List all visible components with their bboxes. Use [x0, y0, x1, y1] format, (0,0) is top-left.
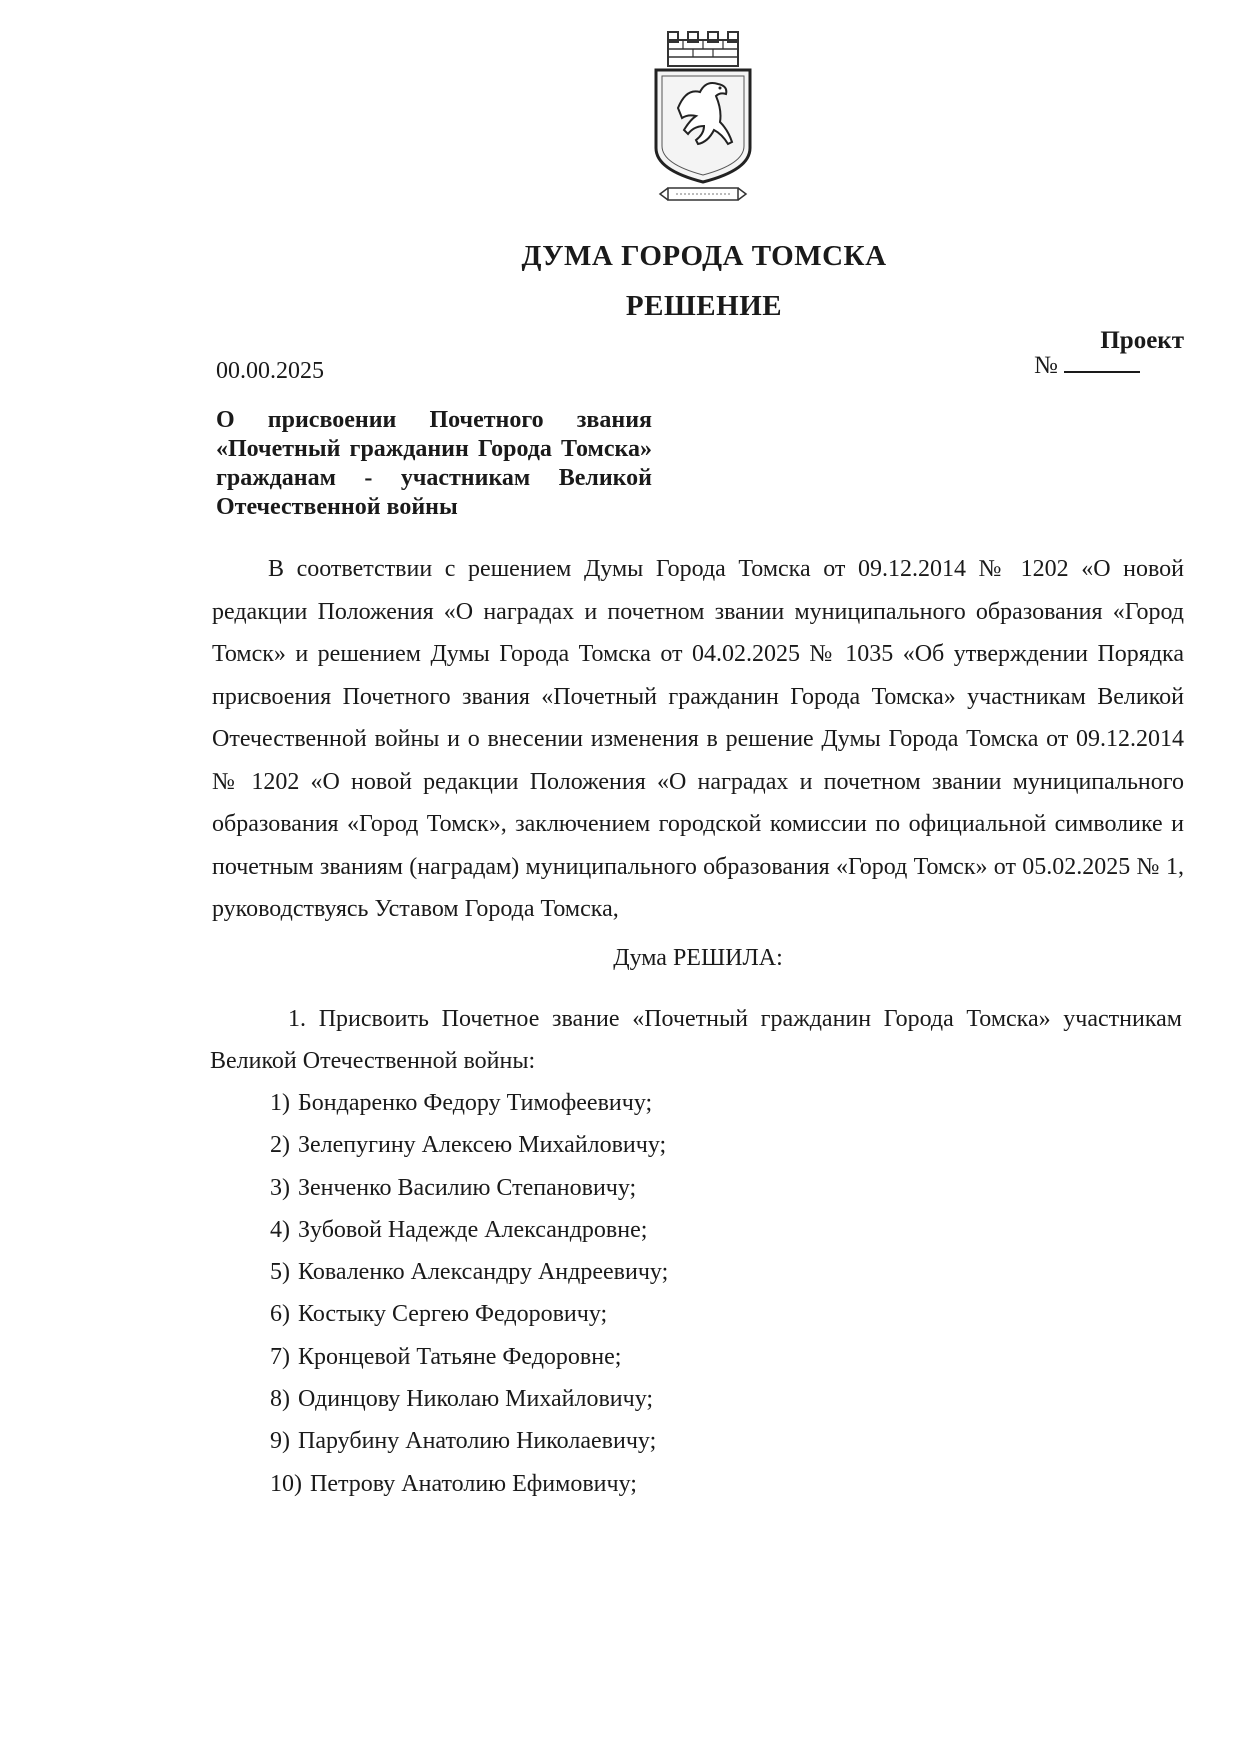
list-item	[270, 1378, 668, 1420]
list-item	[270, 1251, 668, 1293]
list-item-number: 3)	[270, 1174, 290, 1201]
list-item-number: 7)	[270, 1343, 290, 1370]
list-item	[270, 1124, 668, 1166]
list-item-name: Зенченко Василию Степановичу;	[298, 1174, 637, 1201]
list-item-name: Парубину Анатолию Николаевичу;	[298, 1428, 657, 1455]
list-item-number: 6)	[270, 1301, 290, 1328]
list-item	[270, 1082, 668, 1124]
list-item-number: 5)	[270, 1259, 290, 1286]
list-item-name: Коваленко Александру Андреевичу;	[298, 1259, 669, 1286]
list-item-number: 8)	[270, 1386, 290, 1413]
list-item	[270, 1463, 668, 1505]
number-label: №	[1034, 352, 1058, 379]
list-item-name: Одинцову Николаю Михайловичу;	[298, 1386, 654, 1413]
project-label: Проект	[1100, 327, 1184, 354]
list-item-number: 9)	[270, 1428, 290, 1455]
decision-subject: О присвоении Почетного звания «Почетный гражданин Города Томска» гражданам - участникам Великой Отечественной войны	[216, 407, 652, 520]
tomsk-coat-of-arms-icon	[648, 30, 758, 208]
list-item-name: Костыку Сергею Федоровичу;	[298, 1301, 608, 1328]
list-item-name: Бондаренко Федору Тимофеевичу;	[298, 1090, 653, 1116]
list-item-name: Зубовой Надежде Александровне;	[298, 1216, 648, 1243]
list-item	[270, 1167, 668, 1209]
document-date: 00.00.2025	[216, 358, 324, 384]
list-item-name: Зелепугину Алексею Михайловичу;	[298, 1132, 667, 1159]
list-item-number: 10)	[270, 1470, 302, 1497]
preamble-paragraph: В соответствии с решением Думы Города Томска от 09.12.2014 № 1202 «О новой редакции Положения «О наградах и почетном звании муниципального образования «Город Томск» и решением Думы Города Томска от 04.02.2025 № 1035 «Об утверждении Порядка присвоения Почетного звания «Почетный гражданин Города Томска» участникам Великой Отечественной войны и о внесении изменения в решение Думы Города Томска от 09.12.2014 № 1202 «О новой редакции Положения «О наградах и почетном звании муниципального образования «Город Томск», заключением городской комиссии по официальной символике и почетным званиям (наградам) муниципального образования «Город Томск» от 05.02.2025 № 1, руководствуясь Уставом Города Томска,	[212, 556, 1184, 922]
list-item-name: Петрову Анатолию Ефимовичу;	[310, 1470, 637, 1497]
list-item	[270, 1293, 668, 1335]
decided-heading: Дума РЕШИЛА:	[613, 945, 783, 971]
clause-1: 1. Присвоить Почетное звание «Почетный гражданин Города Томска» участникам Великой Отечественной войны:	[210, 1006, 1182, 1074]
doc-type-title: РЕШЕНИЕ	[625, 290, 783, 322]
list-item	[270, 1336, 668, 1378]
list-item-name: Кронцевой Татьяне Федоровне;	[298, 1343, 622, 1370]
list-item	[270, 1209, 668, 1251]
list-item-number: 2)	[270, 1132, 290, 1159]
list-item	[270, 1420, 668, 1462]
list-item-number: 4)	[270, 1216, 290, 1243]
document-number	[1034, 352, 1140, 380]
org-name: ДУМА ГОРОДА ТОМСКА	[521, 240, 887, 272]
list-item-number: 1)	[270, 1090, 290, 1116]
number-blank-field	[1064, 353, 1140, 373]
recipients-list	[270, 1082, 668, 1505]
